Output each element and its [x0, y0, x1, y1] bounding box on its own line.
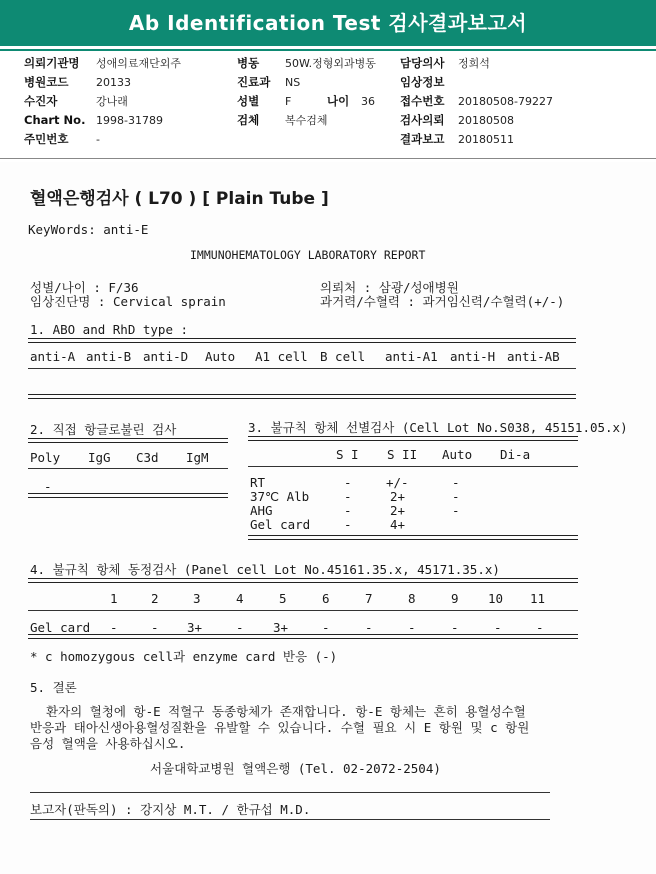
screening-col: Di-a	[500, 447, 531, 462]
screening-cell: -	[452, 475, 460, 490]
section-conclusion-title: 5. 결론	[30, 680, 77, 695]
screening-cell: 2+	[390, 503, 406, 518]
info-column-order	[400, 54, 553, 149]
panel-result: -	[494, 620, 502, 635]
panel-result: -	[151, 620, 159, 635]
info-label: 결과보고	[400, 132, 445, 146]
info-label: 의뢰기관명	[24, 56, 80, 70]
panel-result: -	[110, 620, 118, 635]
panel-cell-number: 2	[151, 591, 159, 606]
info-label: 병동	[237, 56, 260, 70]
info-value: 강나래	[96, 95, 128, 108]
screening-cell: 2+	[390, 489, 406, 504]
info-row-resident-no	[24, 130, 181, 149]
section-dat-title: 2. 직접 항글로불린 검사	[30, 422, 177, 437]
info-row-clinical-info	[400, 73, 553, 92]
abo-col: Auto	[205, 349, 236, 364]
panel-cell-number: 8	[408, 591, 416, 606]
divider	[28, 468, 228, 469]
panel-cell-number: 4	[236, 591, 244, 606]
info-value: 정희석	[458, 57, 490, 70]
info-value: F	[285, 95, 292, 108]
info-value: 20180511	[458, 133, 514, 146]
reporter: 보고자(판독의) : 강지상 M.T. / 한규섭 M.D.	[30, 802, 311, 817]
panel-cell-number: 1	[110, 591, 118, 606]
info-label: 병원코드	[24, 75, 69, 89]
section-screening-title: 3. 불규칙 항체 선별검사 (Cell Lot No.S038, 45151.05.x)	[248, 420, 628, 435]
abo-col: anti-A1	[385, 349, 438, 364]
panel-result: -	[408, 620, 416, 635]
panel-result: -	[536, 620, 544, 635]
panel-result: -	[236, 620, 244, 635]
header-divider	[0, 158, 656, 159]
info-column-ward	[237, 54, 376, 130]
abo-col: B cell	[320, 349, 366, 364]
info-row-report-date	[400, 130, 553, 149]
divider	[28, 578, 578, 583]
transfusion-history: 과거력/수혈력 : 과거임신력/수혈력(+/-)	[320, 294, 565, 309]
screening-cell: 4+	[390, 517, 406, 532]
conclusion-line: 반응과 태아신생아용혈성질환을 유발할 수 있습니다. 수혈 필요 시 E 항원 및 c 항원	[30, 720, 530, 735]
panel-result: 3+	[273, 620, 289, 635]
divider	[28, 634, 578, 639]
divider	[248, 535, 578, 540]
conclusion-line: 음성 혈액을 사용하십시오.	[30, 736, 186, 751]
info-label: 검체	[237, 113, 260, 127]
info-label: 진료과	[237, 75, 271, 89]
info-value: -	[96, 133, 100, 146]
panel-cell-number: 9	[451, 591, 459, 606]
abo-col: anti-B	[86, 349, 132, 364]
screening-row-name: RT	[250, 475, 266, 490]
screening-cell: -	[344, 489, 352, 504]
section-identification-title: 4. 불규칙 항체 동정검사 (Panel cell Lot No.45161.35.x, 45171.35.x)	[30, 562, 500, 577]
sex-age: 성별/나이 : F/36	[30, 280, 139, 295]
info-row-department	[237, 73, 376, 92]
dat-col: IgM	[186, 450, 209, 465]
divider	[28, 394, 576, 399]
info-value: 36	[361, 95, 375, 108]
screening-row-name: Gel card	[250, 517, 311, 532]
info-value: 20133	[96, 76, 131, 89]
keywords: KeyWords: anti-E	[28, 222, 149, 237]
report-title-banner: Ab Identification Test 검사결과보고서	[0, 0, 656, 46]
divider	[28, 493, 228, 498]
title-divider	[0, 49, 656, 51]
screening-col: S I	[336, 447, 359, 462]
panel-note: * c homozygous cell과 enzyme card 반응 (-)	[30, 649, 338, 664]
conclusion-line: 환자의 혈청에 항-E 적혈구 동종항체가 존재합니다. 항-E 항체는 흔히 용혈성수혈	[46, 704, 526, 719]
info-row-doctor	[400, 54, 553, 73]
info-value: NS	[285, 76, 301, 89]
panel-cell-number: 6	[322, 591, 330, 606]
screening-cell: -	[344, 503, 352, 518]
abo-col: anti-D	[143, 349, 189, 364]
gel-card-label: Gel card	[30, 620, 91, 635]
info-row-receipt-no	[400, 92, 553, 111]
lab-report-title: IMMUNOHEMATOLOGY LABORATORY REPORT	[190, 248, 426, 262]
abo-col: anti-H	[450, 349, 496, 364]
screening-cell: -	[452, 503, 460, 518]
info-value: 복수검체	[285, 114, 328, 127]
info-row-sex-age	[237, 92, 376, 111]
panel-cell-number: 7	[365, 591, 373, 606]
panel-result: -	[322, 620, 330, 635]
section-abo-title: 1. ABO and RhD type :	[30, 322, 189, 337]
info-label: 담당의사	[400, 56, 445, 70]
info-value: 성애의료재단외주	[96, 57, 182, 70]
screening-row-name: AHG	[250, 503, 273, 518]
info-label: 수진자	[24, 94, 58, 108]
info-row-institution	[24, 54, 181, 73]
divider	[28, 368, 576, 369]
info-row-request-date	[400, 111, 553, 130]
screening-cell: +/-	[386, 475, 409, 490]
info-label: 검사의뢰	[400, 113, 445, 127]
divider	[28, 610, 578, 611]
screening-col: Auto	[442, 447, 473, 462]
info-label: 나이	[327, 94, 350, 108]
info-label: 임상정보	[400, 75, 445, 89]
abo-col: anti-AB	[507, 349, 560, 364]
divider	[248, 466, 578, 467]
info-value: 1998-31789	[96, 114, 163, 127]
panel-cell-number: 5	[279, 591, 287, 606]
info-row-patient-name	[24, 92, 181, 111]
info-value: 50W.정형외과병동	[285, 57, 376, 70]
divider	[30, 819, 550, 820]
screening-cell: -	[452, 489, 460, 504]
dat-col: Poly	[30, 450, 61, 465]
requesting-institution: 의뢰처 : 삼광/성애병원	[320, 280, 459, 295]
info-row-specimen	[237, 111, 376, 130]
divider	[248, 436, 578, 441]
clinical-diagnosis: 임상진단명 : Cervical sprain	[30, 294, 226, 309]
abo-col: anti-A	[30, 349, 76, 364]
dat-value: -	[44, 479, 52, 494]
dat-col: C3d	[136, 450, 159, 465]
divider	[28, 438, 228, 443]
info-label: 주민번호	[24, 132, 69, 146]
info-label: 접수번호	[400, 94, 445, 108]
info-column-patient	[24, 54, 181, 149]
info-row-hospital-code	[24, 73, 181, 92]
hospital-contact: 서울대학교병원 혈액은행 (Tel. 02-2072-2504)	[150, 761, 441, 776]
panel-cell-number: 10	[488, 591, 504, 606]
screening-col: S II	[387, 447, 418, 462]
panel-result: -	[451, 620, 459, 635]
abo-col: A1 cell	[255, 349, 308, 364]
screening-cell: -	[344, 517, 352, 532]
panel-cell-number: 11	[530, 591, 546, 606]
panel-cell-number: 3	[193, 591, 201, 606]
dat-col: IgG	[88, 450, 111, 465]
info-label: Chart No.	[24, 113, 86, 127]
info-label: 성별	[237, 94, 260, 108]
info-value: 20180508-79227	[458, 95, 553, 108]
report-title: 혈액은행검사 ( L70 ) [ Plain Tube ]	[30, 189, 329, 209]
info-value: 20180508	[458, 114, 514, 127]
panel-result: 3+	[187, 620, 203, 635]
panel-result: -	[365, 620, 373, 635]
scanned-report	[0, 162, 656, 874]
screening-cell: -	[344, 475, 352, 490]
info-row-ward	[237, 54, 376, 73]
info-row-chart-no	[24, 111, 181, 130]
screening-row-name: 37℃ Alb	[250, 489, 310, 504]
divider	[30, 792, 550, 793]
divider	[28, 338, 576, 343]
